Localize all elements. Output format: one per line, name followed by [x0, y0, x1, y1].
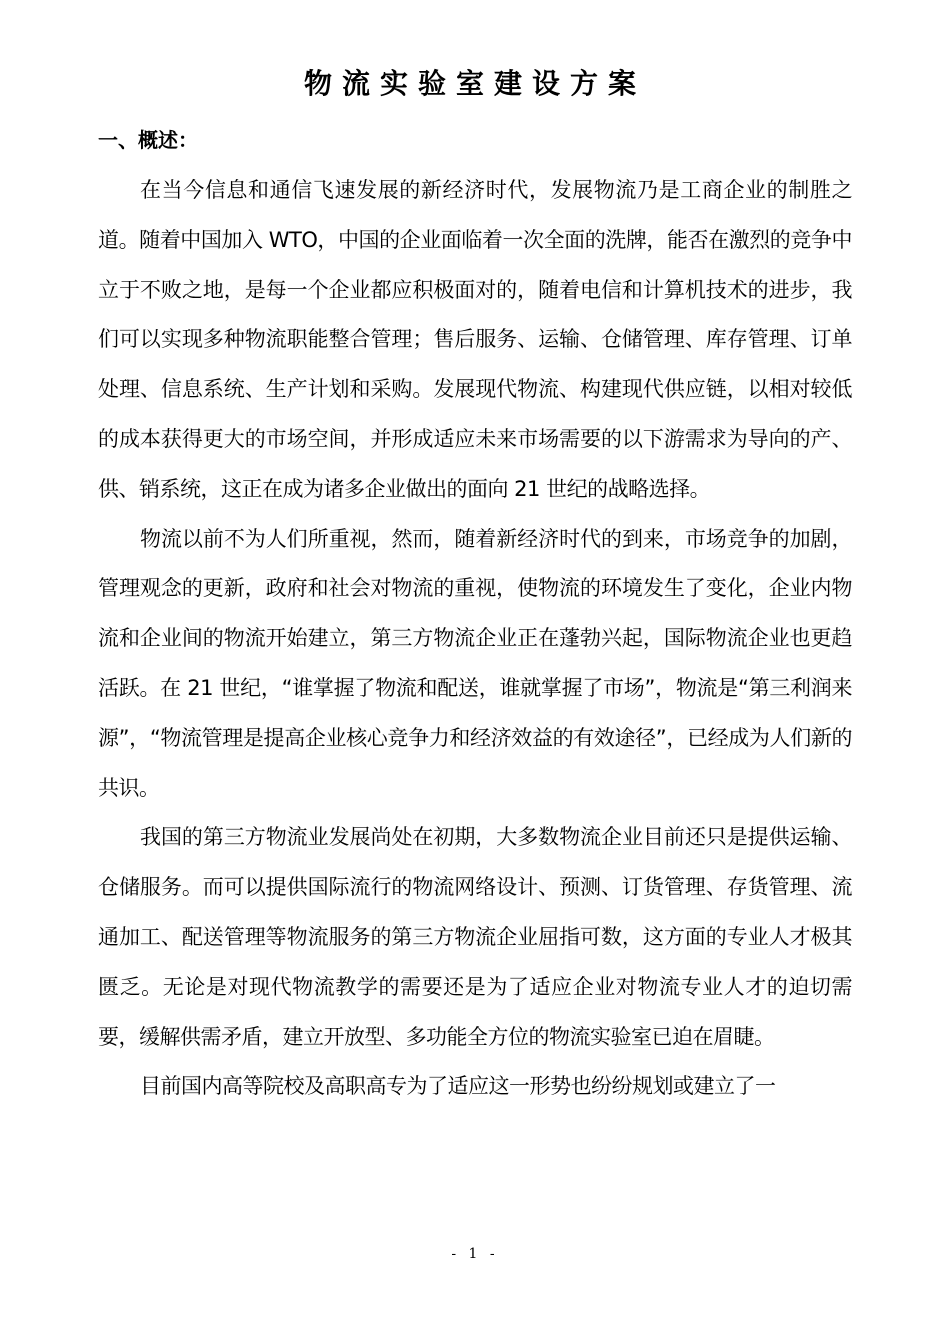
page-number: - 1 - [451, 1246, 499, 1262]
paragraph-3: 我国的第三方物流业发展尚处在初期，大多数物流企业目前还只是提供运输、仓储服务。而可以提供国际流行的物流网络设计、预测、订货管理、存货管理、流通加工、配送管理等物流服务的第三方物流企业屈指可数，这方面的专业人才极其匮乏。无论是对现代物流教学的需要还是为了适应企业对物流专业人才的迫切需要，缓解供需矛盾，建立开放型、多功能全方位的物流实验室已迫在眉睫。 [98, 825, 852, 1049]
paragraph-1: 在当今信息和通信飞速发展的新经济时代，发展物流乃是工商企业的制胜之道。随着中国加入 WTO，中国的企业面临着一次全面的洗牌，能否在激烈的竞争中立于不败之地，是每一个企业都应积极面对的，随着电信和计算机技术的进步，我们可以实现多种物流职能整合管理；售后服务、运输、仓储管理、库存管理、订单处理、信息系统、生产计划和采购。发展现代物流、构建现代供应链，以相对较低的成本获得更大的市场空间，并形成适应未来市场需要的以下游需求为导向的产、供、销系统，这正在成为诸多企业做出的面向 21 世纪的战略选择。 [98, 178, 852, 501]
paragraph-2: 物流以前不为人们所重视，然而，随着新经济时代的到来，市场竞争的加剧，管理观念的更新，政府和社会对物流的重视，使物流的环境发生了变化，企业内物流和企业间的物流开始建立，第三方物流企业正在蓬勃兴起，国际物流企业也更趋活跃。在 21 世纪，“谁掌握了物流和配送，谁就掌握了市场”，物流是“第三利润来源”，“物流管理是提高企业核心竞争力和经济效益的有效途径”，已经成为人们新的共识。 [98, 526, 852, 800]
document-title: 物流实验室建设方案 [303, 67, 646, 100]
document-body [98, 166, 852, 1112]
paragraph-4: 目前国内高等院校及高职高专为了适应这一形势也纷纷规划或建立了一 [140, 1074, 776, 1099]
section-heading: 一、概述： [98, 128, 198, 152]
